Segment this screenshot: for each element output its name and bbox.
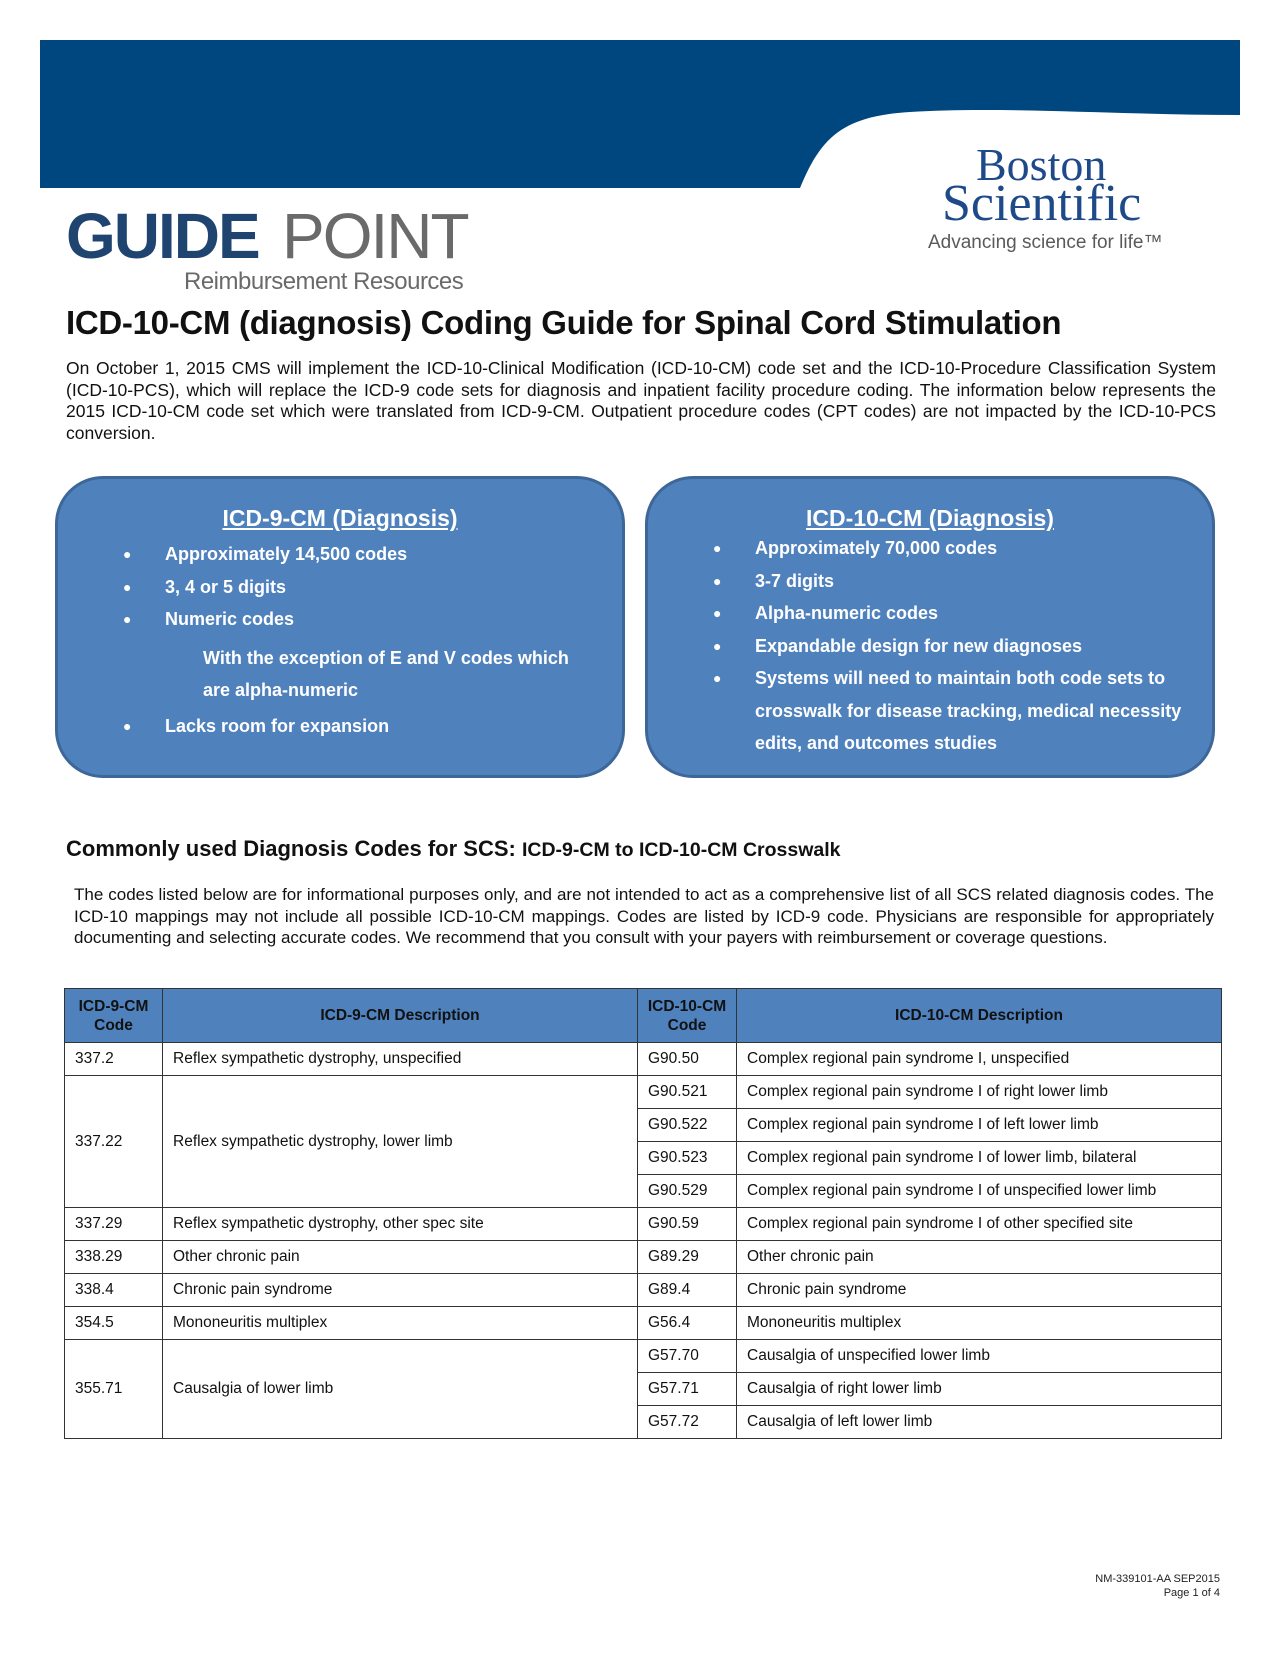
icd9-description-cell: Reflex sympathetic dystrophy, unspecified: [163, 1043, 638, 1076]
icd9-description-cell: Reflex sympathetic dystrophy, other spec site: [163, 1208, 638, 1241]
icd10-description-cell: Chronic pain syndrome: [737, 1274, 1222, 1307]
bullet-icon: ●: [713, 670, 722, 686]
section-title-main: Commonly used Diagnosis Codes for SCS:: [66, 836, 516, 861]
icd10-code-cell: G90.59: [638, 1208, 737, 1241]
icd10-feature-text: Alpha-numeric codes: [755, 603, 939, 623]
bullet-icon: ●: [123, 546, 132, 562]
icd9-description-cell: Other chronic pain: [163, 1241, 638, 1274]
guidepoint-logo-guide: GUIDE: [66, 200, 259, 272]
table-body: [65, 1043, 1222, 1439]
header-icd10-code: ICD-10-CM Code: [638, 989, 737, 1043]
boston-scientific-tagline: Advancing science for life™: [928, 232, 1163, 253]
list-item: [123, 603, 583, 636]
icd9-exception-note: With the exception of E and V codes which are alpha-numeric: [203, 647, 569, 700]
icd10-description-cell: Causalgia of right lower limb: [737, 1373, 1222, 1406]
icd9-description-cell: Mononeuritis multiplex: [163, 1307, 638, 1340]
icd9-code-cell: 354.5: [65, 1307, 163, 1340]
page-title: ICD-10-CM (diagnosis) Coding Guide for Spinal Cord Stimulation: [66, 304, 1062, 341]
icd10-code-cell: G56.4: [638, 1307, 737, 1340]
icd10-code-cell: G90.523: [638, 1142, 737, 1175]
header-icd10-description: ICD-10-CM Description: [737, 989, 1222, 1043]
icd10-feature-text: Systems will need to maintain both code sets to crosswalk for disease tracking, medical necessity edits, and outcomes studies: [755, 668, 1182, 753]
icd10-feature-list: [713, 532, 1183, 760]
icd9-code-cell: 338.4: [65, 1274, 163, 1307]
bullet-icon: ●: [713, 637, 722, 654]
bullet-icon: ●: [123, 717, 132, 734]
icd10-description-cell: Complex regional pain syndrome I of unspecified lower limb: [737, 1175, 1222, 1208]
list-item: [123, 571, 583, 604]
icd9-feature-text: Numeric codes: [165, 609, 295, 629]
icd9-code-cell: 338.29: [65, 1241, 163, 1274]
section-title-sub: ICD-9-CM to ICD-10-CM Crosswalk: [521, 839, 841, 861]
icd9-description-cell: Chronic pain syndrome: [163, 1274, 638, 1307]
icd9-box-heading: ICD-9-CM (Diagnosis): [222, 505, 458, 531]
page-number: Page 1 of 4: [1163, 1587, 1220, 1599]
icd10-description-cell: Complex regional pain syndrome I, unspecified: [737, 1043, 1222, 1076]
bullet-icon: ●: [123, 578, 132, 595]
icd10-code-cell: G90.521: [638, 1076, 737, 1109]
table-header-row: [65, 989, 1222, 1043]
icd9-description-cell: Causalgia of lower limb: [163, 1340, 638, 1439]
guidepoint-logo-subtitle: Reimbursement Resources: [184, 268, 464, 295]
table-row: [65, 1274, 1222, 1307]
icd9-description-cell: Reflex sympathetic dystrophy, lower limb: [163, 1076, 638, 1208]
icd10-description-cell: Causalgia of left lower limb: [737, 1406, 1222, 1439]
icd10-code-cell: G57.72: [638, 1406, 737, 1439]
icd10-description-cell: Complex regional pain syndrome I of right lower limb: [737, 1076, 1222, 1109]
crosswalk-table: [64, 988, 1222, 1439]
icd10-code-cell: G89.4: [638, 1274, 737, 1307]
icd10-feature-text: Approximately 70,000 codes: [755, 538, 998, 558]
table-row: [65, 1043, 1222, 1076]
list-item: [713, 532, 1183, 565]
icd10-code-cell: G57.71: [638, 1373, 737, 1406]
boston-scientific-logo-line1: Boston: [976, 139, 1107, 190]
icd10-code-cell: G57.70: [638, 1340, 737, 1373]
bullet-icon: ●: [713, 572, 722, 589]
document-id: NM-339101-AA SEP2015: [1095, 1573, 1220, 1585]
icd10-description-cell: Causalgia of unspecified lower limb: [737, 1340, 1222, 1373]
icd10-code-cell: G89.29: [638, 1241, 737, 1274]
bullet-icon: ●: [713, 540, 722, 556]
table-row: [65, 1208, 1222, 1241]
icd9-code-cell: 337.22: [65, 1076, 163, 1208]
header-icd9-description: ICD-9-CM Description: [163, 989, 638, 1043]
icd10-code-cell: G90.50: [638, 1043, 737, 1076]
section-title: [66, 836, 841, 862]
list-item: [123, 710, 583, 743]
icd10-description-cell: Complex regional pain syndrome I of left lower limb: [737, 1109, 1222, 1142]
icd10-box-heading: ICD-10-CM (Diagnosis): [806, 505, 1054, 531]
icd9-comparison-box: [55, 476, 625, 778]
icd9-feature-text: Approximately 14,500 codes: [165, 544, 408, 564]
boston-scientific-logo-line2: Scientific: [942, 175, 1142, 232]
table-row: [65, 1076, 1222, 1109]
table-row: [65, 1340, 1222, 1373]
intro-paragraph: On October 1, 2015 CMS will implement the ICD-10-Clinical Modification (ICD-10-CM) code set and the ICD-10-Procedure Classification System (ICD-10-PCS), which will replace the ICD-9 code sets for diagnosis and inpatient facility procedure coding. The information below represents the 2015 ICD-10-CM code set which were translated from ICD-9-CM. Outpatient procedure codes (CPT codes) are not impacted by the ICD-10-PCS conversion.: [66, 358, 1216, 443]
icd9-code-cell: 337.2: [65, 1043, 163, 1076]
icd10-code-cell: G90.522: [638, 1109, 737, 1142]
icd9-code-cell: 337.29: [65, 1208, 163, 1241]
header-icd9-code: ICD-9-CM Code: [65, 989, 163, 1043]
guidepoint-logo-point: POINT: [282, 200, 468, 272]
icd10-description-cell: Complex regional pain syndrome I of lower limb, bilateral: [737, 1142, 1222, 1175]
page-footer: [1095, 1572, 1220, 1600]
icd9-feature-text: 3, 4 or 5 digits: [165, 576, 287, 597]
disclaimer-paragraph: The codes listed below are for informational purposes only, and are not intended to act as a comprehensive list of all SCS related diagnosis codes. The ICD-10 mappings may not include all possible ICD-10-CM mappings. Codes are listed by ICD-9 code. Physicians are responsible for appropriately documenting and selecting accurate codes. We recommend that you consult with your payers with reimbursement or coverage questions.: [74, 885, 1214, 947]
icd10-description-cell: Mononeuritis multiplex: [737, 1307, 1222, 1340]
list-item: [713, 597, 1183, 630]
icd9-feature-list: [123, 538, 583, 742]
icd10-description-cell: Complex regional pain syndrome I of other specified site: [737, 1208, 1222, 1241]
table-row: [65, 1307, 1222, 1340]
icd9-feature-text: Lacks room for expansion: [165, 715, 390, 736]
icd10-feature-text: Expandable design for new diagnoses: [755, 635, 1083, 656]
icd10-comparison-box: [645, 476, 1215, 778]
icd9-code-cell: 355.71: [65, 1340, 163, 1439]
icd10-description-cell: Other chronic pain: [737, 1241, 1222, 1274]
list-item: [713, 662, 1183, 760]
bullet-icon: ●: [123, 611, 132, 627]
bullet-icon: ●: [713, 605, 722, 621]
table-row: [65, 1241, 1222, 1274]
icd10-feature-text: 3-7 digits: [755, 570, 835, 591]
list-item: [123, 538, 583, 571]
list-item: [713, 630, 1183, 663]
list-item: [713, 565, 1183, 598]
icd10-code-cell: G90.529: [638, 1175, 737, 1208]
